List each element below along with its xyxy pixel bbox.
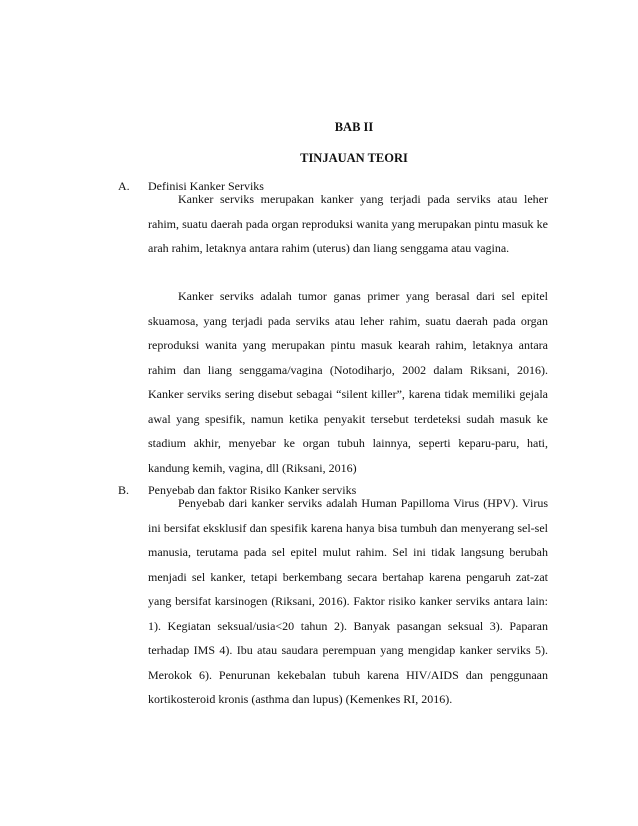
chapter-title: TINJAUAN TEORI: [300, 151, 408, 165]
section-letter: A.: [118, 179, 130, 193]
section-title: Penyebab dan faktor Risiko Kanker serviks: [148, 483, 357, 497]
paragraph: Penyebab dari kanker serviks adalah Human Papilloma Virus (HPV). Virus ini bersifat eksklusif dan spesifik karena hanya bisa tumbuh dan menyerang sel-sel manusia, terutama pada sel epitel mulut rahim. Sel ini tidak langsung berubah menjadi sel kanker, tetapi berkembang secara bertahap karena pengaruh zat-zat yang bersifat karsinogen (Riksani, 2016). Faktor risiko kanker serviks antara lain: 1). Kegiatan seksual/usia<20 tahun 2). Banyak pasangan seksual 3). Paparan terhadap IMS 4). Ibu atau saudara perempuan yang mengidap kanker serviks 5). Merokok 6). Penurunan kekebalan tubuh karena HIV/AIDS dan penggunaan kortikosteroid kronis (asthma dan lupus) (Kemenkes RI, 2016).: [148, 496, 548, 706]
section-title: Definisi Kanker Serviks: [148, 179, 264, 193]
paragraph: Kanker serviks adalah tumor ganas primer yang berasal dari sel epitel skuamosa, yang terjadi pada serviks atau leher rahim, suatu daerah pada organ reproduksi wanita yang merupakan pintu masuk kearah rahim, letaknya antara rahim dan liang senggama/vagina (Notodiharjo, 2002 dalam Riksani, 2016). Kanker serviks sering disebut sebagai “silent killer”, karena tidak memiliki gejala awal yang spesifik, namun ketika penyakit tersebut terdeteksi sudah masuk ke stadium akhir, menyebar ke organ tubuh lainnya, seperti keparu-paru, hati, kandung kemih, vagina, dll (Riksani, 2016): [148, 289, 548, 475]
section-letter: B.: [118, 483, 130, 497]
paragraph: Kanker serviks merupakan kanker yang terjadi pada serviks atau leher rahim, suatu daerah pada organ reproduksi wanita yang merupakan pintu masuk ke arah rahim, letaknya antara rahim (uterus) dan liang senggama atau vagina.: [148, 192, 548, 255]
chapter-number: BAB II: [334, 120, 374, 134]
